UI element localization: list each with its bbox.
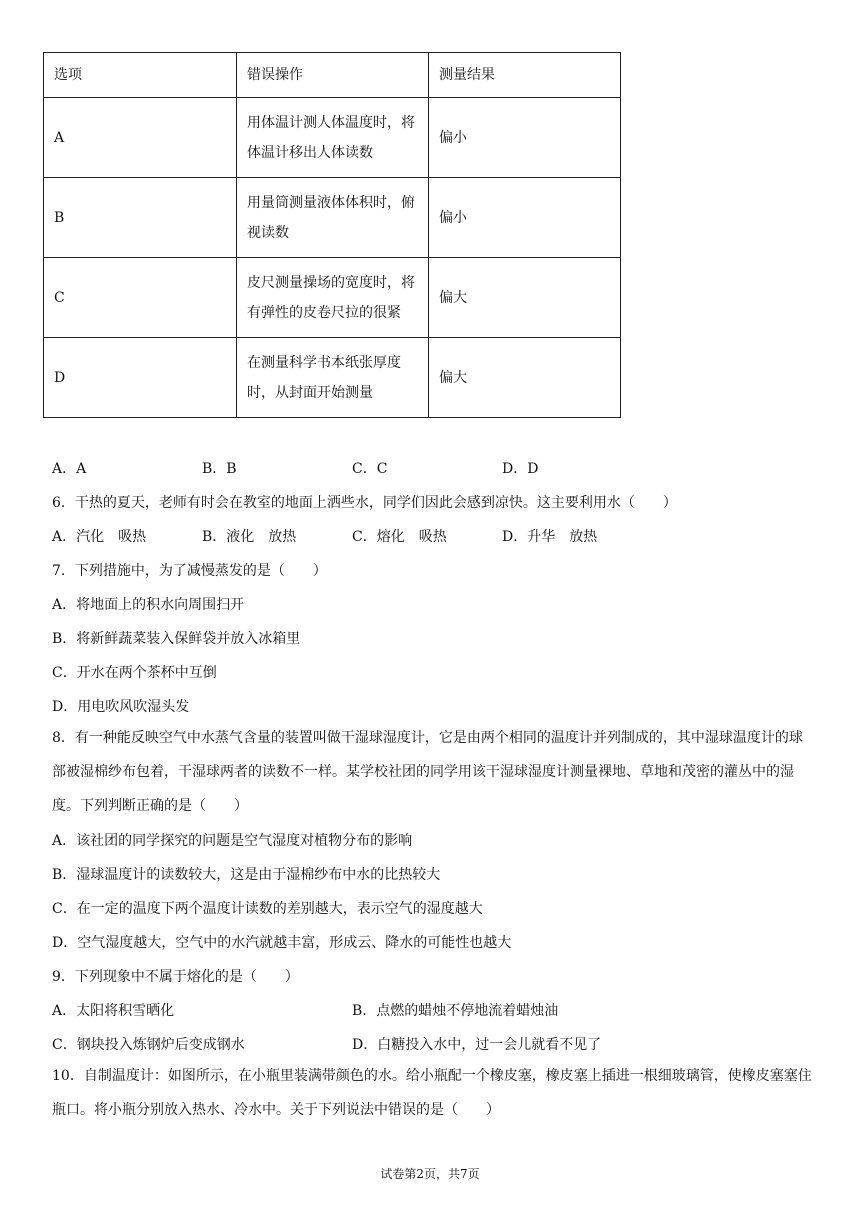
table-row [44, 338, 621, 418]
header-option: 选项 [44, 53, 237, 98]
q7-choice-a: A．将地面上的积水向周围扫开 [52, 597, 245, 613]
q6-choice-c: C．熔化 吸热 [352, 529, 447, 545]
q6-stem: 6．干热的夏天，老师有时会在教室的地面上洒些水，同学们因此会感到凉快。这主要利用水（ ） [52, 495, 677, 511]
q7-choice-c: C．开水在两个茶杯中互倒 [52, 665, 217, 681]
q8-choice-a: A．该社团的同学探究的问题是空气湿度对植物分布的影响 [52, 833, 413, 849]
header-operation: 错误操作 [237, 53, 429, 98]
q5-choice-b: B．B [202, 461, 237, 477]
q7-stem: 7．下列措施中，为了减慢蒸发的是（ ） [52, 563, 327, 579]
q10-stem: 10．自制温度计：如图所示，在小瓶里装满带颜色的水。给小瓶配一个橡皮塞，橡皮塞上插进一根细玻璃管，使橡皮塞塞住瓶口。将小瓶分别放入热水、冷水中。关于下列说法中错误的是（ ） [52, 1068, 812, 1118]
q9-choice-a: A．太阳将积雪晒化 [52, 1003, 175, 1019]
q6-choice-d: D．升华 放热 [502, 529, 598, 545]
row-result: 偏小 [429, 98, 621, 178]
row-operation: 在测量科学书本纸张厚度 时，从封面开始测量 [237, 338, 429, 418]
q6-choice-b: B．液化 放热 [202, 529, 297, 545]
row-option: A [44, 98, 237, 178]
q9-choice-c: C．钢块投入炼钢炉后变成钢水 [52, 1037, 245, 1053]
table-row [44, 178, 621, 258]
q8-choice-d: D．空气湿度越大，空气中的水汽就越丰富，形成云、降水的可能性也越大 [52, 935, 512, 951]
row-result: 偏大 [429, 258, 621, 338]
row-option: B [44, 178, 237, 258]
table-row [44, 98, 621, 178]
row-option: D [44, 338, 237, 418]
q8-choice-b: B．湿球温度计的读数较大，这是由于湿棉纱布中水的比热较大 [52, 867, 441, 883]
q9-stem: 9．下列现象中不属于熔化的是（ ） [52, 969, 299, 985]
q7-choice-d: D．用电吹风吹湿头发 [52, 699, 190, 715]
page-footer: 试卷第2页，共7页 [380, 1167, 480, 1181]
q9-choice-b: B．点燃的蜡烛不停地流着蜡烛油 [352, 1003, 559, 1019]
row-result: 偏大 [429, 338, 621, 418]
q8-choice-c: C．在一定的温度下两个温度计读数的差别越大，表示空气的湿度越大 [52, 901, 483, 917]
table-row [44, 258, 621, 338]
header-result: 测量结果 [429, 53, 621, 98]
row-result: 偏小 [429, 178, 621, 258]
q6-choice-a: A．汽化 吸热 [52, 529, 147, 545]
q9-choice-d: D．白糖投入水中，过一会儿就看不见了 [352, 1037, 602, 1053]
q5-choice-d: D．D [502, 461, 539, 477]
table-header-row [44, 53, 621, 98]
q5-choice-a: A．A [52, 461, 87, 477]
row-operation: 用体温计测人体温度时，将 体温计移出人体读数 [237, 98, 429, 178]
q8-stem: 8．有一种能反映空气中水蒸气含量的装置叫做干湿球湿度计，它是由两个相同的温度计并列制成的，其中湿球温度计的球部被湿棉纱布包着，干湿球两者的读数不一样。某学校社团的同学用该干湿球湿度计测量裸地、草地和茂密的灌丛中的湿度。下列判断正确的是（ ） [52, 730, 803, 814]
q5-choice-c: C．C [352, 461, 388, 477]
row-operation: 皮尺测量操场的宽度时，将 有弹性的皮卷尺拉的很紧 [237, 258, 429, 338]
row-operation: 用量筒测量液体体积时，俯 视读数 [237, 178, 429, 258]
q7-choice-b: B．将新鲜蔬菜装入保鲜袋并放入冰箱里 [52, 631, 301, 647]
options-table [43, 52, 621, 418]
row-option: C [44, 258, 237, 338]
